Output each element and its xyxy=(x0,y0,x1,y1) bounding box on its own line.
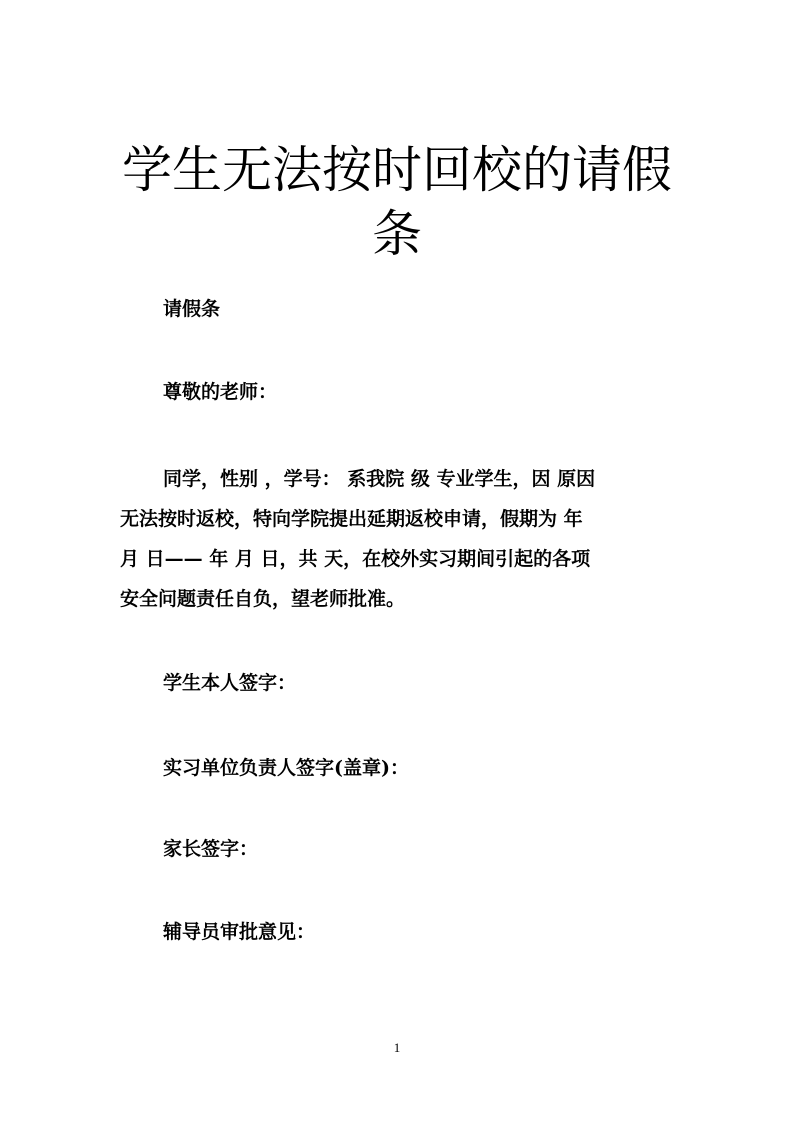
document-title: 学生无法按时回校的请假条 xyxy=(122,141,672,263)
page-number: 1 xyxy=(393,1040,401,1055)
body-paragraph xyxy=(120,459,674,619)
note-heading: 请假条 xyxy=(163,298,221,320)
internship-unit-signature-label: 实习单位负责人签字(盖章)： xyxy=(163,757,409,779)
student-signature-label: 学生本人签字： xyxy=(163,672,297,694)
parent-signature-label: 家长签字： xyxy=(163,838,259,860)
body-line: 同学，性别 ，学号： 系我院 级 专业学生，因 原因 xyxy=(163,468,596,490)
advisor-approval-label: 辅导员审批意见： xyxy=(163,921,316,943)
body-line: 月 日—— 年 月 日，共 天，在校外实习期间引起的各项 xyxy=(120,548,591,570)
body-line: 安全问题责任自负，望老师批准。 xyxy=(120,588,406,610)
salutation: 尊敬的老师： xyxy=(163,381,278,403)
body-line: 无法按时返校，特向学院提出延期返校申请，假期为 年 xyxy=(120,508,583,530)
